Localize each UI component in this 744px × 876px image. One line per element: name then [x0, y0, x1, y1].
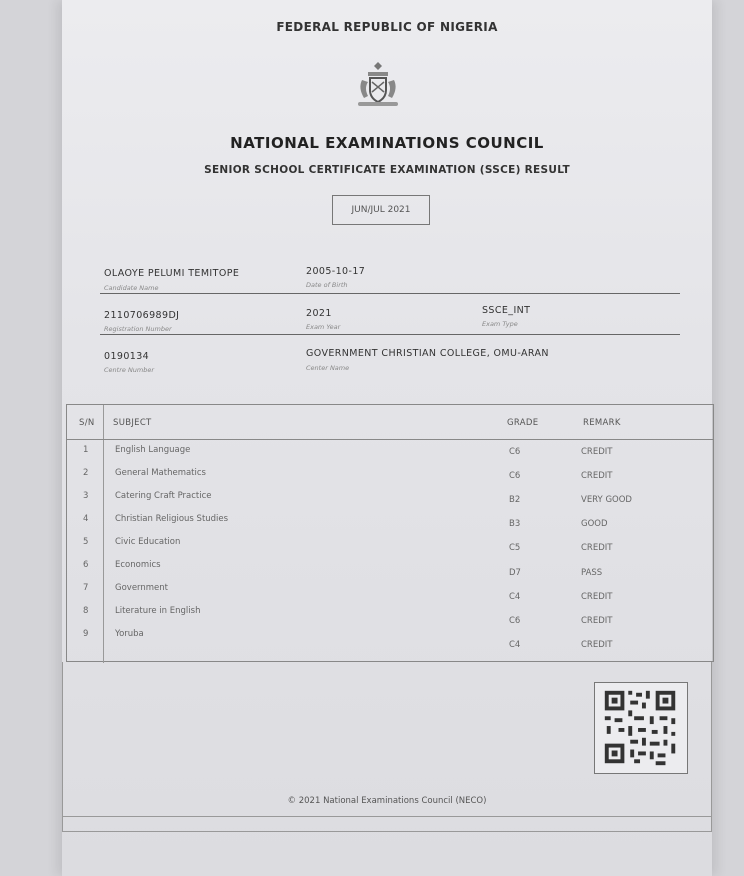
row-subject: Economics: [115, 560, 161, 570]
table-row: [67, 629, 713, 653]
row-sn: 4: [83, 514, 89, 524]
row-remark: CREDIT: [581, 592, 613, 602]
exam-title: SENIOR SCHOOL CERTIFICATE EXAMINATION (SSCE) RESULT: [204, 164, 570, 176]
row-subject: Government: [115, 583, 169, 593]
table-row: [67, 491, 713, 515]
divider: [100, 293, 680, 294]
candidate-name-label: Candidate Name: [104, 284, 159, 292]
row-remark: VERY GOOD: [581, 495, 632, 505]
row-subject: Literature in English: [115, 606, 201, 616]
qr-code-icon: [594, 682, 688, 774]
table-header: [67, 405, 713, 440]
candidate-name: OLAOYE PELUMI TEMITOPE: [104, 268, 240, 279]
registration-number-label: Registration Number: [104, 325, 172, 333]
council-title: NATIONAL EXAMINATIONS COUNCIL: [230, 134, 544, 152]
row-remark: CREDIT: [581, 471, 613, 481]
header-grade: GRADE: [507, 418, 539, 428]
row-subject: Catering Craft Practice: [115, 491, 212, 501]
divider: [62, 816, 712, 817]
row-remark: CREDIT: [581, 447, 613, 457]
result-sheet: [62, 0, 712, 876]
header-subject: SUBJECT: [113, 418, 152, 428]
row-subject: English Language: [115, 445, 191, 455]
row-grade: C4: [509, 592, 521, 602]
exam-type: SSCE_INT: [482, 305, 531, 316]
centre-number-label: Centre Number: [104, 366, 155, 374]
row-grade: C6: [509, 616, 521, 626]
table-row: [67, 537, 713, 561]
row-sn: 7: [83, 583, 89, 593]
centre-number: 0190134: [104, 351, 150, 362]
row-grade: D7: [509, 568, 521, 578]
row-subject: Civic Education: [115, 537, 181, 547]
table-row: [67, 583, 713, 607]
row-sn: 8: [83, 606, 89, 616]
header-remark: REMARK: [583, 418, 621, 428]
divider: [100, 334, 680, 335]
copyright-notice: © 2021 National Examinations Council (NECO): [287, 796, 487, 806]
centre-name-label: Center Name: [306, 364, 350, 372]
exam-year: 2021: [306, 308, 332, 319]
exam-type-label: Exam Type: [482, 320, 518, 328]
row-subject: Christian Religious Studies: [115, 514, 229, 524]
row-sn: 5: [83, 537, 89, 547]
row-grade: C4: [509, 640, 521, 650]
row-remark: CREDIT: [581, 543, 613, 553]
table-row: [67, 445, 713, 469]
table-row: [67, 514, 713, 538]
row-remark: CREDIT: [581, 616, 613, 626]
row-sn: 6: [83, 560, 89, 570]
row-subject: General Mathematics: [115, 468, 206, 478]
registration-number: 2110706989DJ: [104, 310, 180, 321]
row-grade: B2: [509, 495, 521, 505]
row-grade: C6: [509, 471, 521, 481]
row-grade: B3: [509, 519, 521, 529]
coat-of-arms-icon: [350, 56, 406, 112]
row-remark: GOOD: [581, 519, 608, 529]
row-sn: 1: [83, 445, 89, 455]
row-remark: PASS: [581, 568, 603, 578]
results-table: [66, 404, 714, 662]
centre-name: GOVERNMENT CHRISTIAN COLLEGE, OMU-ARAN: [306, 348, 549, 359]
row-sn: 9: [83, 629, 89, 639]
row-grade: C5: [509, 543, 521, 553]
country-heading: FEDERAL REPUBLIC OF NIGERIA: [276, 20, 498, 34]
date-of-birth-label: Date of Birth: [306, 281, 348, 289]
table-row: [67, 606, 713, 630]
date-of-birth: 2005-10-17: [306, 266, 366, 277]
session-badge: JUN/JUL 2021: [332, 195, 430, 225]
table-row: [67, 468, 713, 492]
table-row: [67, 560, 713, 584]
row-remark: CREDIT: [581, 640, 613, 650]
row-sn: 3: [83, 491, 89, 501]
row-sn: 2: [83, 468, 89, 478]
row-grade: C6: [509, 447, 521, 457]
row-subject: Yoruba: [115, 629, 144, 639]
exam-year-label: Exam Year: [306, 323, 341, 331]
header-sn: S/N: [79, 418, 95, 428]
